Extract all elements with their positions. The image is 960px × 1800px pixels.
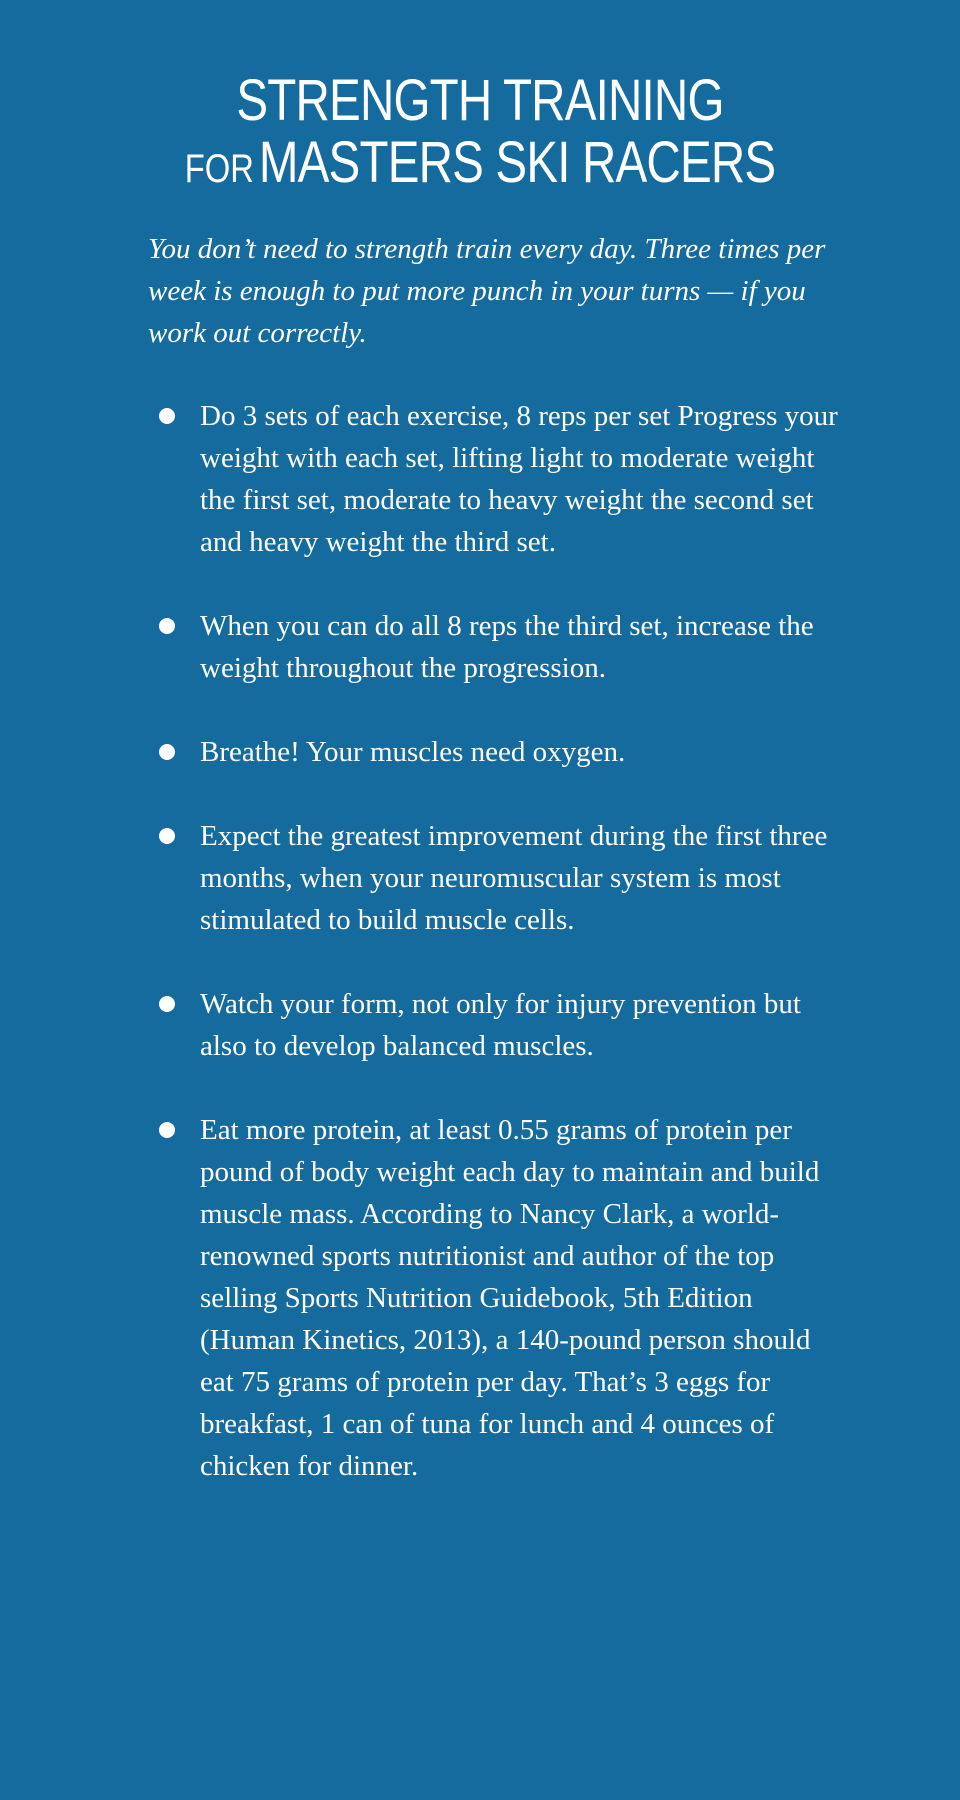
list-item-text: Expect the greatest improvement during the first three months, when your neuromuscular system is most stimulated to build muscle cells.: [200, 820, 828, 936]
title-for-word: FOR: [184, 147, 254, 191]
tips-list: [158, 395, 838, 1529]
bullet-icon: [159, 744, 175, 760]
bullet-icon: [159, 828, 175, 844]
list-item: [158, 1109, 838, 1487]
title-masters-ski-racers: MASTERS SKI RACERS: [258, 130, 776, 195]
bullet-icon: [159, 996, 175, 1012]
bullet-icon: [159, 618, 175, 634]
list-item: [158, 731, 838, 773]
list-item-text: Eat more protein, at least 0.55 grams of protein per pound of body weight each day to maintain and build muscle mass. According to Nancy Clark, a world-renowned sports nutritionist and author of the top selling Sports Nutrition Guidebook, 5th Edition (Human Kinetics, 2013), a 140-pound person should eat 75 grams of protein per day. That’s 3 eggs for breakfast, 1 can of tuna for lunch and 4 ounces of chicken for dinner.: [200, 1114, 820, 1482]
list-item-text: Watch your form, not only for injury prevention but also to develop balanced muscles.: [200, 988, 801, 1062]
title-line-2: [86, 132, 873, 200]
list-item-text: Do 3 sets of each exercise, 8 reps per set Progress your weight with each set, lifting light to moderate weight the first set, moderate to heavy weight the second set and heavy weight the third set.: [200, 400, 838, 558]
bullet-icon: [159, 1122, 175, 1138]
list-item: [158, 815, 838, 941]
intro-paragraph: You don’t need to strength train every day. Three times per week is enough to put more punch in your turns — if you work out correctly.: [148, 233, 826, 349]
list-item: [158, 983, 838, 1067]
title-line-1: STRENGTH TRAINING: [236, 68, 724, 133]
list-item-text: When you can do all 8 reps the third set, increase the weight throughout the progression.: [200, 610, 814, 684]
list-item-text: Breathe! Your muscles need oxygen.: [200, 736, 626, 768]
bullet-icon: [159, 408, 175, 424]
list-item: [158, 605, 838, 689]
list-item: [158, 395, 838, 563]
page-title: [0, 70, 960, 200]
